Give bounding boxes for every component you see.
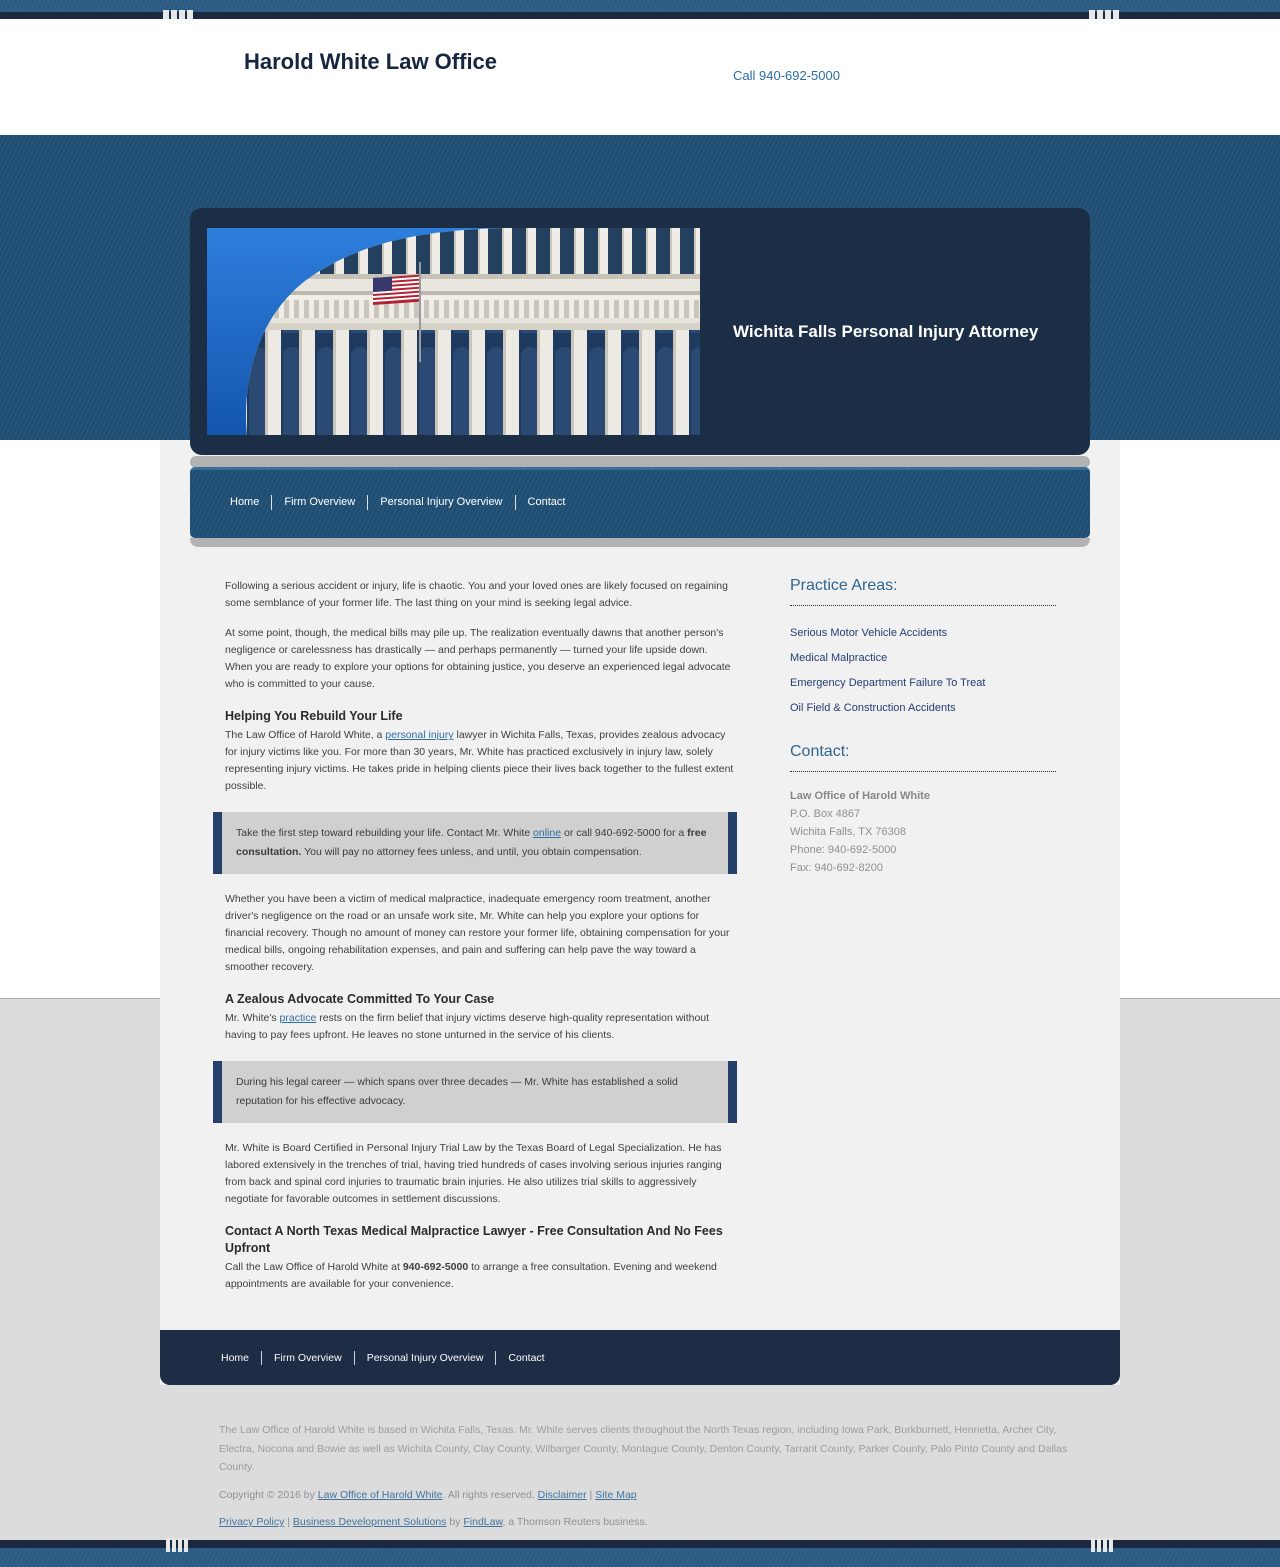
us-flag: [373, 275, 419, 305]
main-content: [225, 578, 737, 1306]
copyright-line: [219, 1486, 1079, 1505]
paragraph-whether: Whether you have been a victim of medical malpractice, inadequate emergency room treatment, another driver's negligence on the road or an unsafe work site, Mr. White can help you explore your options for financial recovery. Though no amount of money can restore your former life, obtaining compensation for your medical bills, ongoing rehabilitation expenses, and pain and suffering can help pave the way toward a smoother recovery.: [225, 893, 730, 973]
practice-link-medical-malpractice[interactable]: Medical Malpractice: [790, 652, 888, 664]
text-segment: , a Thomson Reuters business.: [502, 1516, 648, 1528]
inline-link[interactable]: Privacy Policy: [219, 1516, 285, 1528]
nav-item-firm-overview[interactable]: Firm Overview: [271, 495, 367, 510]
footer-nav-item-home[interactable]: Home: [221, 1351, 250, 1364]
text-segment: You will pay no attorney fees unless, and until, you obtain compensation.: [301, 846, 642, 858]
footer-nav-item-personal-injury-overview[interactable]: Personal Injury Overview: [354, 1351, 496, 1365]
text-segment: |: [586, 1488, 596, 1501]
paragraph-rebuild: [225, 727, 737, 795]
text-segment: |: [284, 1516, 293, 1528]
address-city: Wichita Falls, TX 76308: [790, 826, 906, 838]
heading-contact: Contact A North Texas Medical Malpractice Lawyer - Free Consultation And No Fees Upfront: [225, 1224, 723, 1255]
heading-rebuild: Helping You Rebuild Your Life: [225, 709, 403, 723]
text-segment: Mr. White's: [225, 1012, 280, 1024]
bold-text: free consultation.: [236, 827, 707, 858]
text-segment: Call the Law Office of Harold White at: [225, 1261, 403, 1273]
inline-link[interactable]: Business Development Solutions: [292, 1516, 447, 1528]
corner-marks-bottom-right: [1091, 1538, 1113, 1552]
intro-paragraph-2: At some point, though, the medical bills may pile up. The realization eventually dawns that another person's negligence or carelessness has drastically — and perhaps permanently — turned your life upside down. When you are ready to explore your options for obtaining justice, you deserve an experienced legal advocate who is committed to your cause.: [225, 627, 731, 690]
hero-panel: [190, 208, 1090, 455]
practice-areas-heading: Practice Areas:: [790, 577, 898, 594]
practice-link-emergency-department[interactable]: Emergency Department Failure To Treat: [790, 677, 986, 689]
nav-shadow-bottom: [190, 538, 1090, 547]
sidebar: [790, 577, 1056, 877]
contact-heading: Contact:: [790, 743, 850, 760]
capitol-dome-illustration: [207, 228, 700, 435]
address-fax: Fax: 940-692-8200: [790, 862, 883, 874]
site-title[interactable]: Harold White Law Office: [244, 49, 498, 74]
nav-item-personal-injury-overview[interactable]: Personal Injury Overview: [367, 495, 514, 510]
footer-text: [219, 1421, 1079, 1540]
nav-item-home[interactable]: Home: [230, 496, 260, 508]
paragraph-board-certified: Mr. White is Board Certified in Personal Injury Trial Law by the Texas Board of Legal Specialization. He has labored extensively in the trenches of trial, having tried hundreds of cases involving serious injuries ranging from back and spinal cord injuries to traumatic brain injuries. He also utilizes trial skills to aggressively negotiate for favorable outcomes in settlement discussions.: [225, 1142, 722, 1205]
text-segment: by: [446, 1516, 464, 1528]
callout-career: During his legal career — which spans over three decades — Mr. White has established a solid reputation for his effective advocacy.: [213, 1061, 737, 1123]
corner-marks-bottom-left: [166, 1538, 188, 1552]
inline-link[interactable]: Site Map: [595, 1488, 637, 1501]
service-area-text: The Law Office of Harold White is based in Wichita Falls, Texas. Mr. White serves clients throughout the North Texas region, including Iowa Park, Burkburnett, Henrietta, Archer City, Electra, Nocona and Bowie as well as Wichita County, Clay County, Wilbarger County, Montague County, Denton County, Tarrant County, Parker County, Palo Pinto County and Dallas County.: [219, 1424, 1068, 1473]
inline-link[interactable]: online: [533, 827, 562, 839]
bold-text: 940-692-5000: [402, 1261, 469, 1273]
corner-marks-top-left: [163, 10, 193, 19]
text-segment: The Law Office of Harold White, a: [225, 729, 386, 741]
flag-pole: [419, 262, 421, 362]
paragraph-contact: [225, 1259, 737, 1293]
nav-item-contact[interactable]: Contact: [515, 495, 578, 510]
text-segment: . All rights reserved.: [442, 1488, 538, 1501]
heading-zealous: A Zealous Advocate Committed To Your Case: [225, 992, 495, 1006]
inline-link[interactable]: Disclaimer: [537, 1488, 587, 1501]
divider: [790, 604, 1056, 606]
inline-link[interactable]: FindLaw: [463, 1516, 503, 1528]
divider: [790, 770, 1056, 772]
text-segment: Take the first step toward rebuilding your life. Contact Mr. White: [236, 827, 534, 839]
header-phone[interactable]: Call 940-692-5000: [733, 68, 840, 83]
main-nav: [190, 467, 1090, 538]
capitol-photo: [207, 228, 700, 435]
footer-nav: [160, 1330, 1120, 1385]
text-segment: Copyright © 2016 by: [219, 1488, 318, 1501]
practice-link-oil-field[interactable]: Oil Field & Construction Accidents: [790, 702, 956, 714]
text-segment: to arrange a free consultation. Evening and weekend appointments are available for your convenience.: [225, 1261, 717, 1290]
footer-nav-item-firm-overview[interactable]: Firm Overview: [261, 1351, 354, 1365]
callout-free-consultation: [213, 812, 737, 874]
inline-link[interactable]: Law Office of Harold White: [317, 1488, 443, 1501]
footer-nav-item-contact[interactable]: Contact: [495, 1351, 556, 1365]
text-segment: or call 940-692-5000 for a: [561, 827, 688, 839]
contact-address: [790, 787, 1056, 877]
text-segment: lawyer in Wichita Falls, Texas, provides zealous advocacy for injury victims like you. For more than 30 years, Mr. White has practiced exclusively in injury law, solely representing injury victims. He takes pride in helping clients piece their lives back together to the fullest extent possible.: [225, 729, 734, 792]
inline-link[interactable]: practice: [279, 1012, 317, 1024]
bottom-navy-bar: [0, 1540, 1280, 1548]
inline-link[interactable]: personal injury: [385, 729, 454, 741]
paragraph-zealous: [225, 1010, 737, 1044]
credits-line: [219, 1513, 1079, 1532]
address-firm-name: Law Office of Harold White: [790, 790, 930, 802]
text-segment: rests on the firm belief that injury victims deserve high-quality representation without having to pay fees upfront. He leaves no stone unturned in the service of his clients.: [225, 1012, 710, 1041]
intro-paragraph-1: Following a serious accident or injury, life is chaotic. You and your loved ones are likely focused on regaining some semblance of your former life. The last thing on your mind is seeking legal advice.: [225, 580, 728, 609]
corner-marks-top-right: [1089, 10, 1119, 19]
address-phone: Phone: 940-692-5000: [790, 844, 897, 856]
hero-title: Wichita Falls Personal Injury Attorney: [733, 321, 1039, 341]
bottom-blue-bar: [0, 1548, 1280, 1567]
address-po-box: P.O. Box 4867: [790, 808, 861, 820]
practice-link-motor-vehicle[interactable]: Serious Motor Vehicle Accidents: [790, 627, 948, 639]
